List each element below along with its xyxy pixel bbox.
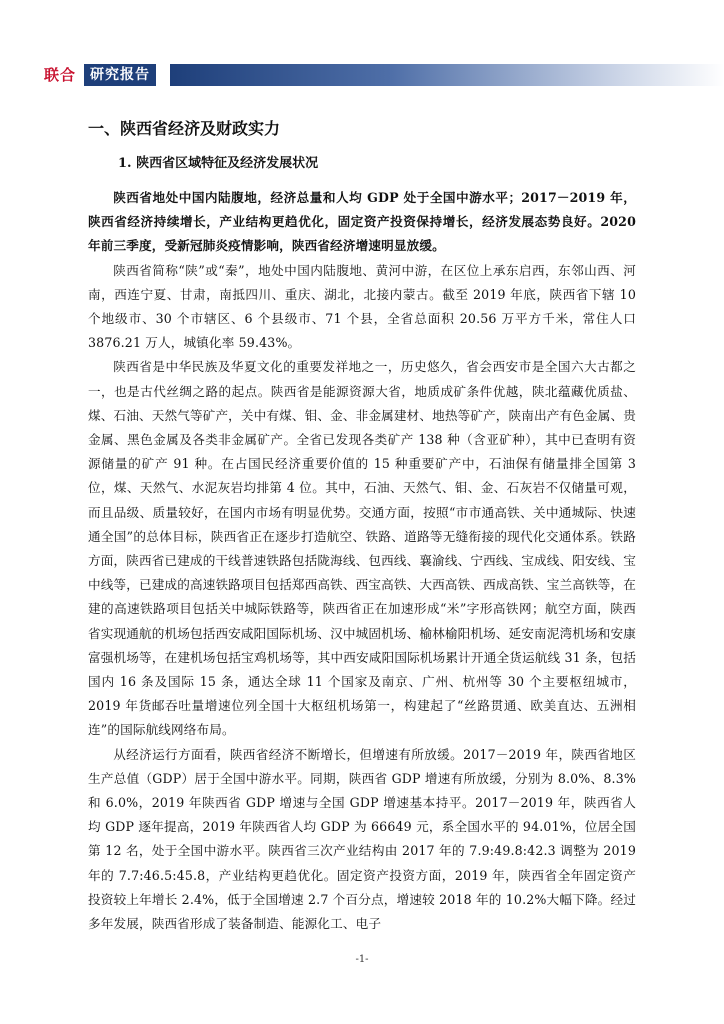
section-heading: 一、陕西省经济及财政实力 <box>88 119 281 138</box>
report-type-label: 研究报告 <box>84 64 156 86</box>
report-banner <box>44 62 724 88</box>
resources-transport-paragraph: 陕西省是中华民族及华夏文化的重要发祥地之一，历史悠久，省会西安市是全国六大古都之一，也是古代丝绸之路的起点。陕西省是能源资源大省，地质成矿条件优越，陕北蕴藏优质盐、煤、石油、天然气等矿产，关中有煤、钼、金、非金属建材、地热等矿产，陕南出产有色金属、贵金属、黑色金属及各类非金属矿产。全省已发现各类矿产 138 种（含亚矿种），其中已查明有资源储量的矿产 91 种。在占国民经济重要价值的 15 种重要矿产中，石油保有储量排全国第 3 位，煤、天然气、水泥灰岩均排第 4 位。其中，石油、天然气、钼、金、石灰岩不仅储量可观，而且品级、质量较好，在国内市场有明显优势。交通方面，按照“市市通高铁、关中通城际、快速通全国”的总体目标，陕西省正在逐步打造航空、铁路、道路等无缝衔接的现代化交通体系。铁路方面，陕西省已建成的干线普速铁路包括陇海线、包西线、襄渝线、宁西线、宝成线、阳安线、宝中线等，已建成的高速铁路项目包括郑西高铁、西宝高铁、大西高铁、西成高铁、宝兰高铁等，在建的高速铁路项目包括关中城际铁路等，陕西省正在加速形成“米”字形高铁网；航空方面，陕西省实现通航的机场包括西安咸阳国际机场、汉中城固机场、榆林榆阳机场、延安南泥湾机场和安康富强机场等，在建机场包括宝鸡机场等，其中西安咸阳国际机场累计开通全货运航线 31 条，包括国内 16 条及国际 15 条，通达全球 11 个国家及南京、广州、杭州等 30 个主要枢纽城市，2019 年货邮吞吐量增速位列全国十大枢纽机场第一，构建起了“丝路贯通、欧美直达、五洲相连”的国际航线网络布局。 <box>88 359 636 738</box>
page-number: -1- <box>355 954 369 965</box>
brand-logo-text: 联合 <box>44 66 77 84</box>
location-paragraph: 陕西省简称“陕”或“秦”，地处中国内陆腹地、黄河中游，在区位上承东启西，东邻山西、河南，西连宁夏、甘肃，南抵四川、重庆、湖北，北接内蒙古。截至 2019 年底，陕西省下辖 10 个地级市、30 个市辖区、6 个县级市、71 个县，全省总面积 20.56 万平方千米，常住人口 3876.21 万人，城镇化率 59.43%。 <box>88 262 636 351</box>
banner-gradient-bar <box>170 64 724 86</box>
economy-paragraph: 从经济运行方面看，陕西省经济不断增长，但增速有所放缓。2017－2019 年，陕西省地区生产总值（GDP）居于全国中游水平。同期，陕西省 GDP 增速有所放缓，分别为 8.0%、8.3%和 6.0%，2019 年陕西省 GDP 增速与全国 GDP 增速基本持平。2017－2019 年，陕西省人均 GDP 逐年提高，2019 年陕西省人均 GDP 为 66649 元，系全国水平的 94.01%，位居全国第 12 名，处于全国中游水平。陕西省三次产业结构由 2017 年的 7.9:49.8:42.3 调整为 2019 年的 7.7:46.5:45.8，产业结构更趋优化。固定资产投资方面，2019 年，陕西省全年固定资产投资较上年增长 2.4%，低于全国增速 2.7 个百分点，增速较 2018 年的 10.2%大幅下降。经过多年发展，陕西省形成了装备制造、能源化工、电子 <box>88 746 636 932</box>
document-body <box>88 118 636 936</box>
summary-paragraph: 陕西省地处中国内陆腹地，经济总量和人均 GDP 处于全国中游水平；2017－2019 年，陕西省经济持续增长，产业结构更趋优化，固定资产投资保持增长，经济发展态势良好。2020 年前三季度，受新冠肺炎疫情影响，陕西省经济增速明显放缓。 <box>88 190 636 254</box>
subsection-heading: 1. 陕西省区域特征及经济发展状况 <box>118 156 319 171</box>
